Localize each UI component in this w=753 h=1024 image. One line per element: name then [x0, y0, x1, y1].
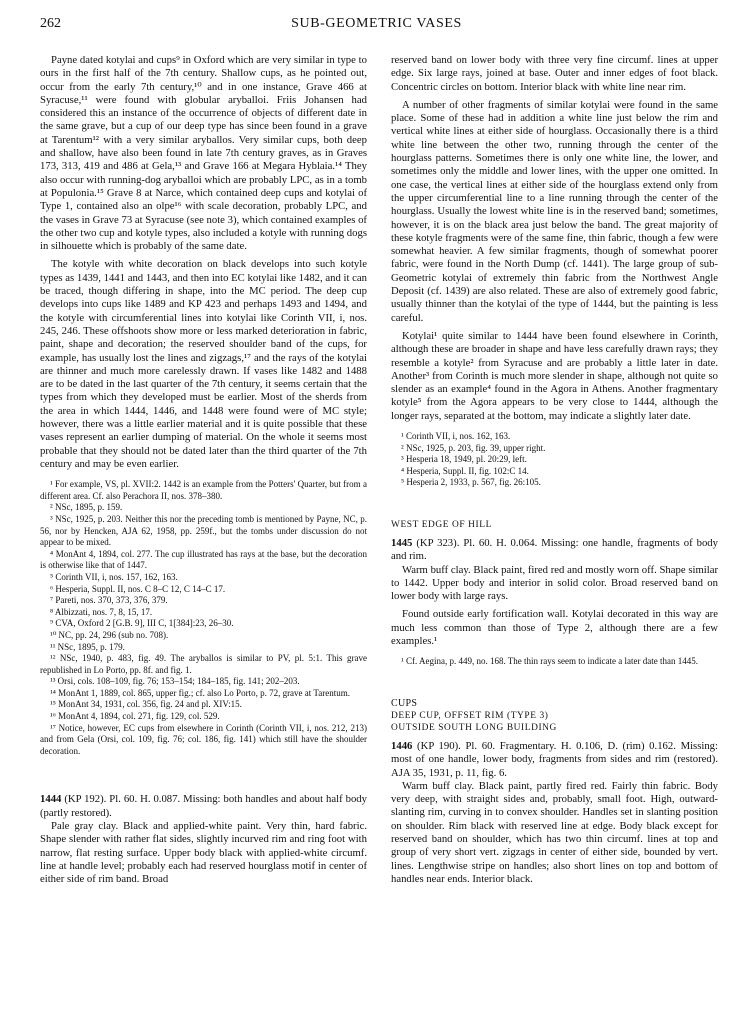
footnote: ⁷ Pareti, nos. 370, 373, 376, 379. — [50, 595, 168, 606]
section-heading-west-edge: WEST EDGE OF HILL — [391, 519, 492, 530]
footnote: ¹¹ NSc, 1895, p. 179. — [50, 641, 125, 652]
paragraph-kotyle-development: The kotyle with white decoration on black develops into such kotyle types as 1439, 1441 and 1443, and then into EC kotylai like 1482, and it can be traced, though differing in shape, into the MC period. The deep cup develops into cups like 1489 and KP 423 and perhaps 1493 and 1494, and the kotyle with circumferential lines into kotylai like Corinth VII, i, nos. 245, 246. These offshoots show more or less marked deterioration in fabric, paint, shape and decoration; the reserved shoulder band of the cups, for example, has usually lost the lines and zigzags,¹⁷ and the rays of the kotylai are thinner and much more carelessly drawn. If vases like 1482 and 1488 are to be dated in the last quarter of the 7th century, it seems certain that the types from which they developed must be earlier. Most of the sherds from the area in which 1444, 1446, and 1448 were found were of MC style; however, there was a little earlier material and it is quite possible that these vases represent an earlier dumping of material. On the whole it seems most probable that they should not be dated later than the third quarter of the 7th century and may be even earlier. — [40, 258, 367, 470]
footnote: ² NSc, 1925, p. 203, fig. 39, upper right. — [401, 442, 546, 453]
footnote: ¹⁶ MonAnt 4, 1894, col. 271, fig. 129, col. 529. — [50, 711, 220, 722]
footnote: ² NSc, 1895, p. 159. — [50, 502, 123, 513]
footnote: ¹² NSc, 1940, p. 483, fig. 49. The aryballos is similar to PV, pl. 5:1. This grave republished in Lo Porto, pp. 8f. and fig. 1. — [40, 653, 367, 675]
footnote: ⁵ Corinth VII, i, nos. 157, 162, 163. — [50, 571, 178, 582]
footnote: ¹ Corinth VII, i, nos. 162, 163. — [401, 431, 511, 442]
footnote: ⁸ Albizzati, nos. 7, 8, 15, 17. — [50, 606, 153, 617]
catalogue-entry-1446-heading — [391, 740, 718, 780]
footnote: ⁴ Hesperia, Suppl. II, fig. 102:C 14. — [401, 465, 529, 476]
catalogue-number: 1445 — [391, 536, 413, 549]
footnote: ¹⁴ MonAnt 1, 1889, col. 865, upper fig.; cf. also Lo Porto, p. 72, grave at Tarentum. — [50, 687, 350, 698]
paragraph-similar-kotylai: Kotylai¹ quite similar to 1444 have been found elsewhere in Corinth, although these are broader in shape and have less carefully drawn rays; they resemble a kotyle² from Syracuse and are probably a little later in date. Another³ from Corinth is much more slender in shape, although not quite so slender as an example⁴ found in the Agora in Athens. Another fragmentary kotyle⁵ from the Agora appears to be very close to 1444, although the longer rays, separated at the bottom, may indicate a slightly later date. — [391, 329, 718, 422]
footnotes-right-b — [391, 656, 718, 668]
paragraph-1444-continued: reserved band on lower body with three very fine circumf. lines at upper edge. Six large rays, joined at base. Outer and inner edges of foot black. Concentric circles on bottom. Interior black with white line near rim. — [391, 54, 718, 93]
section-heading-cups: CUPS — [391, 697, 418, 709]
footnote: ¹⁵ MonAnt 34, 1931, col. 356, fig. 24 and pl. XIV:15. — [50, 699, 242, 710]
page-number: 262 — [40, 16, 61, 31]
footnote: ³ NSc, 1925, p. 203. Neither this nor the preceding tomb is mentioned by Payne, NC, p. 56, nor by Hencken, AJA 62, 1958, pp. 259f., but the tombs under discussion do not appear to be mixed. — [40, 513, 367, 548]
running-title: SUB-GEOMETRIC VASES — [291, 16, 462, 31]
footnote: ¹³ Orsi, cols. 108–109, fig. 76; 153–154; 184–185, fig. 141; 202–203. — [50, 676, 300, 687]
footnotes-left — [40, 479, 367, 757]
catalogue-heading-text: (KP 323). Pl. 60. H. 0.064. Missing: one handle, fragments of body and rim. — [391, 536, 718, 563]
catalogue-entry-1446-description: Warm buff clay. Black paint, partly fired red. Fairly thin fabric. Body very deep, with straight sides and, probably, small foot. High, outward-slanting rim, curving in to convex shoulder. Handles set in slanting position on shoulder. Rim black with reserved line at edge. Body black except for reserved band on shoulder, which has two thin circumf. lines at top and group of very short vert. zigzags in center of either side, bounded by vert. lines. Lengthwise stripe on handles; also short lines on top and bottom of handles near ends. Interior black. — [391, 779, 718, 885]
footnote: ⁴ MonAnt 4, 1894, col. 277. The cup illustrated has rays at the base, but the decoration is otherwise like that of 1447. — [40, 548, 367, 571]
catalogue-entry-1445-heading — [391, 537, 718, 564]
paragraph-payne-dating: Payne dated kotylai and cups⁹ in Oxford which are very similar in type to ours in the first half of the 7th century. Shallow cups, as he pointed out, occur from the early 7th century,¹⁰ and in one instance, Grave 466 at Syracuse,¹¹ were found with globular aryballoi. Friis Johansen had considered this an instance of the occurrence of objects of different date in the same grave, but a cup of our deep type has since been found in a grave at Tarentum¹² with a very similar aryballos. Very similar cups, both deep and shallow, have also been found in late 7th century graves, as in Graves 173, 313, 419 and 486 at Gela,¹³ and Grave 166 at Megara Hyblaia.¹⁴ They also occur with running-dog aryballoi which are probably LPC, as in a tomb at Populonia.¹⁵ Grave 8 at Narce, which contained deep cups and kotylai of Type 1, contained also an olpe¹⁶ with scale decoration, probably LPC, and the vases in Grave 73 at Syracuse (see note 3), which contained examples of the other two cup and kotyle types, also included a kotyle with running dogs in silhouette which is probably of the same date. — [40, 54, 367, 253]
footnote: ¹ For example, VS, pl. XVII:2. 1442 is an example from the Potters' Quarter, but from a different area. Cf. also Perachora II, nos. 378–380. — [40, 479, 367, 501]
catalogue-heading-text: (KP 192). Pl. 60. H. 0.087. Missing: both handles and about half body (partly restored). — [40, 793, 367, 819]
left-column — [40, 54, 367, 1012]
footnote: ³ Hesperia 18, 1949, pl. 20:29, left. — [401, 454, 527, 465]
findspot-heading: OUTSIDE SOUTH LONG BUILDING — [391, 722, 557, 733]
footnote: ¹⁰ NC, pp. 24, 296 (sub no. 708). — [50, 629, 169, 640]
footnotes-right-a — [391, 431, 718, 489]
page-header — [40, 16, 713, 36]
paragraph-other-fragments: A number of other fragments of similar kotylai were found in the same place. Some of these had in addition a white line just below the rim and vertical white lines at either side of hourglass. Occasionally there is a third white line between the other two, running through the center of the hourglass patterns. Sometimes there is only one white line, the lower, and sometimes only the middle and lower lines, with the upper one omitted. In one case, the vertical lines at either side of the hourglass extend only from the upper circumferential line to a line running through the center of the hourglass. Usually the lowest white line is in the reserved band; sometimes, however, it is on the black area just below the band. The great majority of these kotyle fragments were of the same fine, thin fabric, though a few were somewhat heavier. A few similar fragments, though of somewhat poorer fabric, were found in the North Dump (cf. 1441). The large group of sub-Geometric kotylai of extremely thin fabric from the Northwest Angle Deposit (cf. 1439) are also related. These are also of extremely good fabric, usually thinner than the kotylai of the type of 1444, but the painting is less careful. — [391, 98, 718, 324]
footnote: ⁶ Hesperia, Suppl. II, nos. C 8–C 12, C 14–C 17. — [50, 583, 226, 594]
right-column — [391, 54, 718, 1012]
catalogue-heading-text: (KP 190). Pl. 60. Fragmentary. H. 0.106, D. (rim) 0.162. Missing: most of one handle, lower body, fragments from sides and rim (restored). AJA 35, 1931, p. 11, fig. 6. — [391, 739, 718, 779]
subsection-heading-deep-cup: DEEP CUP, OFFSET RIM (TYPE 3) — [391, 710, 549, 721]
footnote: ¹⁷ Notice, however, EC cups from elsewhere in Corinth (Corinth VII, i, nos. 212, 213) and from Gela (Orsi, col. 109, fig. 76; col. 186, fig. 141) which still have the shoulder decoration. — [40, 722, 367, 756]
footnote: ⁹ CVA, Oxford 2 [G.B. 9], III C, 1[384]:23, 26–30. — [50, 618, 234, 629]
catalogue-entry-1444-heading — [40, 793, 367, 820]
footnote: ¹ Cf. Aegina, p. 449, no. 168. The thin rays seem to indicate a later date than 1445. — [401, 656, 698, 667]
catalogue-entry-1444-description: Pale gray clay. Black and applied-white paint. Very thin, hard fabric. Shape slender with rather flat sides, slightly incurved rim and ring foot with narrow, flat resting surface. Upper body black with applied-white circumf. line at handle level; probably each had reserved hourglass motif in center of either side of rim band. Broad — [40, 820, 367, 886]
footnote: ⁵ Hesperia 2, 1933, p. 567, fig. 26:105. — [401, 477, 541, 488]
catalogue-number: 1446 — [391, 739, 413, 752]
catalogue-number: 1444 — [40, 793, 62, 806]
catalogue-entry-1445-findspot: Found outside early fortification wall. Kotylai decorated in this way are much less common than those of Type 2, although there are a few examples.¹ — [391, 608, 718, 648]
catalogue-entry-1445-description: Warm buff clay. Black paint, fired red and mostly worn off. Shape similar to 1442. Upper body and interior in solid color. Broad reserved band on lower body with large rays. — [391, 563, 718, 603]
